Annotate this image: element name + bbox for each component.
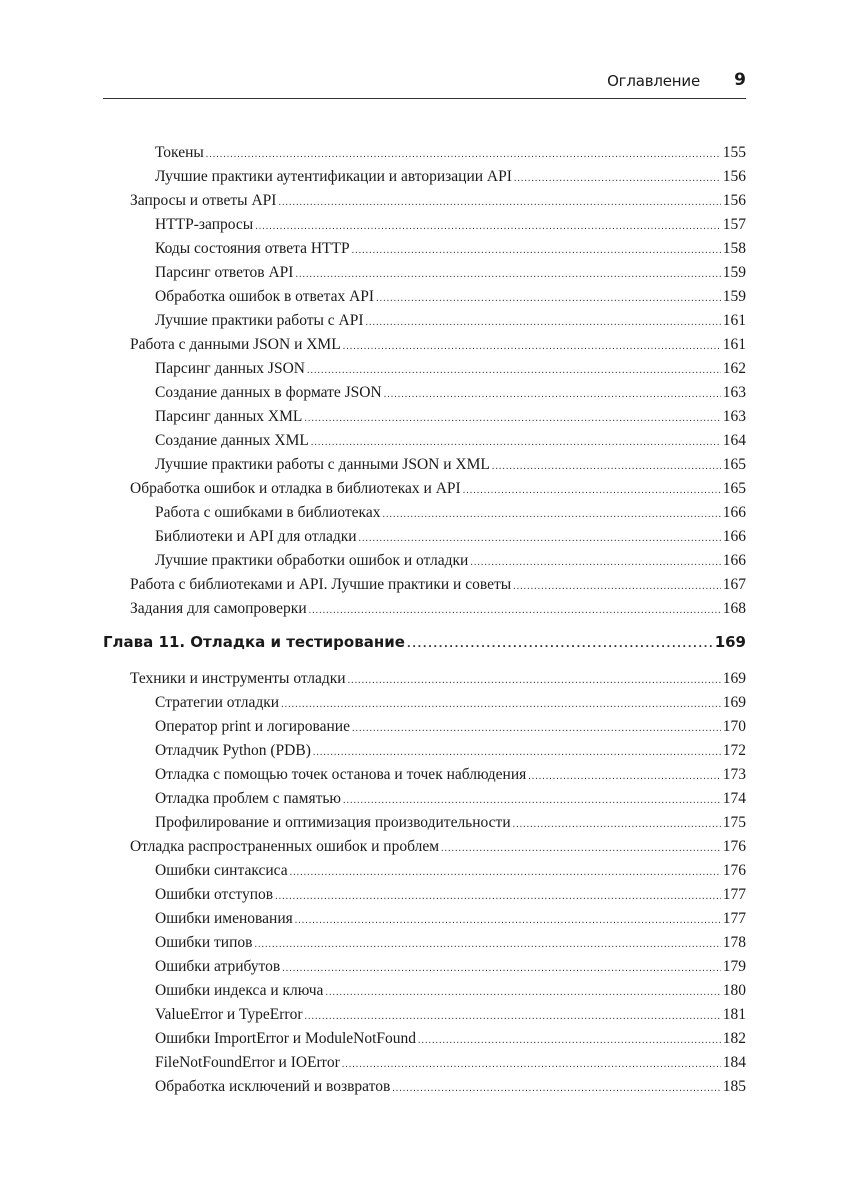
dot-leader xyxy=(309,600,721,622)
toc-entry xyxy=(155,550,746,572)
toc-entry-title: Ошибки именования xyxy=(155,910,293,927)
toc-entry-page: 179 xyxy=(722,958,746,975)
toc-entry-title: Профилирование и оптимизация производительности xyxy=(155,814,511,831)
toc-entry xyxy=(155,238,746,260)
dot-leader xyxy=(295,910,721,932)
toc-entry-title: Ошибки типов xyxy=(155,934,253,951)
toc-entry-page: 165 xyxy=(722,480,746,497)
toc-entry xyxy=(155,956,746,978)
dot-leader xyxy=(513,576,721,598)
dot-leader xyxy=(295,264,720,286)
header-title: Оглавление xyxy=(607,72,700,90)
dot-leader xyxy=(343,790,721,812)
toc-entry-title: HTTP-запросы xyxy=(155,216,254,233)
dot-leader xyxy=(255,216,721,238)
toc-entry-page: 157 xyxy=(722,216,746,233)
toc-entry xyxy=(130,334,746,356)
toc-entry-page: 180 xyxy=(722,982,746,999)
dot-leader xyxy=(278,192,720,214)
header-page-number: 9 xyxy=(734,70,746,90)
toc-entry-page: 173 xyxy=(722,766,746,783)
toc-entry-title: Коды состояния ответа HTTP xyxy=(155,240,350,257)
toc-entry xyxy=(155,406,746,428)
toc-entry-title: Отладчик Python (PDB) xyxy=(155,742,311,759)
toc-entry-title: Ошибки индекса и ключа xyxy=(155,982,324,999)
dot-leader xyxy=(313,742,721,764)
toc-entry-title: Ошибки ImportError и ModuleNotFound xyxy=(155,1030,417,1047)
toc-entry-page: 166 xyxy=(722,504,746,521)
toc-entry-title: Запросы и ответы API xyxy=(130,192,277,209)
toc-entry-title: Токены xyxy=(155,144,204,161)
toc-entry-title: Лучшие практики работы с данными JSON и XML xyxy=(155,456,490,473)
toc-entry-title: Задания для самопроверки xyxy=(130,600,307,617)
dot-leader xyxy=(282,958,721,980)
toc-entry-page: 172 xyxy=(722,742,746,759)
toc-entry-title: Работа с библиотеками и API. Лучшие практики и советы xyxy=(130,576,512,593)
toc-entry xyxy=(155,980,746,1002)
dot-leader xyxy=(528,766,720,788)
toc-entry xyxy=(130,574,746,596)
toc-entry-title: ValueError и TypeError xyxy=(155,1006,303,1023)
toc-entry-title: Глава 11. Отладка и тестирование xyxy=(103,633,405,651)
toc-entry-page: 162 xyxy=(722,360,746,377)
toc-entry-page: 159 xyxy=(722,288,746,305)
toc-entry-title: FileNotFoundError и IOError xyxy=(155,1054,340,1071)
toc-entry xyxy=(155,382,746,404)
toc-entry-page: 175 xyxy=(722,814,746,831)
toc-entry-page: 176 xyxy=(722,838,746,855)
toc-chapter-entry xyxy=(103,631,746,653)
toc-entry xyxy=(155,1076,746,1098)
toc-entry-page: 174 xyxy=(722,790,746,807)
dot-leader xyxy=(290,862,721,884)
toc-entry-title: Работа с ошибками в библиотеках xyxy=(155,504,381,521)
dot-leader xyxy=(376,288,721,310)
toc-entry-page: 169 xyxy=(714,633,746,651)
toc-entry xyxy=(130,668,746,690)
toc-entry xyxy=(155,214,746,236)
dot-leader xyxy=(281,694,721,716)
toc-entry-page: 155 xyxy=(722,144,746,161)
dot-leader xyxy=(206,144,721,166)
toc-entry-page: 164 xyxy=(722,432,746,449)
dot-leader xyxy=(348,670,721,692)
dot-leader xyxy=(352,718,721,740)
toc-entry-page: 161 xyxy=(722,336,746,353)
toc-entry-page: 168 xyxy=(722,600,746,617)
toc-entry xyxy=(155,430,746,452)
toc-entry-title: Ошибки синтаксиса xyxy=(155,862,288,879)
dot-leader xyxy=(418,1030,721,1052)
toc-entry xyxy=(130,598,746,620)
toc-entry-page: 185 xyxy=(722,1078,746,1095)
toc-entry xyxy=(155,692,746,714)
dot-leader xyxy=(470,552,720,574)
dot-leader xyxy=(382,504,720,526)
toc-entry xyxy=(130,836,746,858)
toc-entry xyxy=(130,190,746,212)
toc-entry-title: Ошибки атрибутов xyxy=(155,958,281,975)
dot-leader xyxy=(304,408,720,430)
toc-entry xyxy=(155,860,746,882)
toc-entry xyxy=(155,908,746,930)
dot-leader xyxy=(392,1078,720,1100)
dot-leader xyxy=(359,528,721,550)
toc-entry-page: 176 xyxy=(722,862,746,879)
toc-entry-title: Парсинг ответов API xyxy=(155,264,294,281)
toc-entry-page: 170 xyxy=(722,718,746,735)
dot-leader xyxy=(513,814,721,836)
toc-entry xyxy=(155,884,746,906)
toc-entry-page: 165 xyxy=(722,456,746,473)
toc-entry-page: 156 xyxy=(722,168,746,185)
dot-leader xyxy=(307,360,721,382)
toc-entry-title: Стратегии отладки xyxy=(155,694,280,711)
toc-entry-title: Создание данных XML xyxy=(155,432,309,449)
toc-entry-page: 169 xyxy=(722,694,746,711)
toc-entry-title: Библиотеки и API для отладки xyxy=(155,528,357,545)
toc-entry xyxy=(155,310,746,332)
dot-leader xyxy=(275,886,721,908)
toc-entry-title: Техники и инструменты отладки xyxy=(130,670,346,687)
toc-entry-title: Отладка распространенных ошибок и проблем xyxy=(130,838,440,855)
toc-entry-title: Создание данных в формате JSON xyxy=(155,384,382,401)
toc-entry-page: 166 xyxy=(722,528,746,545)
toc-entry-page: 163 xyxy=(722,384,746,401)
toc-entry xyxy=(155,262,746,284)
dot-leader xyxy=(352,240,721,262)
toc-entry xyxy=(155,166,746,188)
toc-entry-title: Обработка исключений и возвратов xyxy=(155,1078,391,1095)
toc-entry xyxy=(155,142,746,164)
toc-entry xyxy=(155,716,746,738)
toc-entry-title: Лучшие практики работы с API xyxy=(155,312,364,329)
toc-entry-title: Лучшие практики обработки ошибок и отладки xyxy=(155,552,469,569)
toc-entry-page: 158 xyxy=(722,240,746,257)
toc-entry xyxy=(155,1052,746,1074)
toc-entry-title: Отладка с помощью точек останова и точек наблюдения xyxy=(155,766,527,783)
dot-leader xyxy=(441,838,721,860)
toc-entry xyxy=(155,1004,746,1026)
dot-leader xyxy=(384,384,721,406)
toc-entry xyxy=(155,502,746,524)
toc-entry-title: Ошибки отступов xyxy=(155,886,274,903)
toc-entry-title: Отладка проблем с памятью xyxy=(155,790,342,807)
toc-entry-title: Парсинг данных XML xyxy=(155,408,303,425)
dot-leader xyxy=(463,480,721,502)
dot-leader xyxy=(343,336,721,358)
toc-entry xyxy=(155,1028,746,1050)
dot-leader xyxy=(492,456,721,478)
toc-entry-page: 161 xyxy=(722,312,746,329)
toc-entry-title: Парсинг данных JSON xyxy=(155,360,305,377)
dot-leader xyxy=(325,982,720,1004)
toc-entry xyxy=(155,454,746,476)
toc-entry-title: Обработка ошибок в ответах API xyxy=(155,288,375,305)
dot-leader xyxy=(407,634,713,656)
toc-entry-title: Лучшие практики аутентификации и авторизации API xyxy=(155,168,512,185)
toc-entry xyxy=(155,286,746,308)
dot-leader xyxy=(366,312,721,334)
toc-entry-page: 166 xyxy=(722,552,746,569)
toc-entry xyxy=(155,526,746,548)
dot-leader xyxy=(311,432,721,454)
toc-entry-page: 163 xyxy=(722,408,746,425)
toc-entry xyxy=(155,788,746,810)
toc-entry-title: Обработка ошибок и отладка в библиотеках и API xyxy=(130,480,461,497)
dot-leader xyxy=(305,1006,721,1028)
toc-entry xyxy=(155,358,746,380)
toc-entry-page: 156 xyxy=(722,192,746,209)
toc-entry xyxy=(155,932,746,954)
toc-entry-page: 178 xyxy=(722,934,746,951)
toc-entry-page: 177 xyxy=(722,910,746,927)
toc-entry-title: Оператор print и логирование xyxy=(155,718,350,735)
running-header xyxy=(103,70,746,99)
toc-entry xyxy=(130,478,746,500)
toc-entry-title: Работа с данными JSON и XML xyxy=(130,336,341,353)
toc-entry-page: 169 xyxy=(722,670,746,687)
toc-entry-page: 182 xyxy=(722,1030,746,1047)
toc-entry-page: 159 xyxy=(722,264,746,281)
toc-entry xyxy=(155,740,746,762)
toc-entry-page: 184 xyxy=(722,1054,746,1071)
toc-entry xyxy=(155,812,746,834)
toc-entry xyxy=(155,764,746,786)
dot-leader xyxy=(342,1054,721,1076)
toc-entry-page: 167 xyxy=(722,576,746,593)
dot-leader xyxy=(254,934,720,956)
dot-leader xyxy=(514,168,721,190)
toc-entry-page: 177 xyxy=(722,886,746,903)
toc-entry-page: 181 xyxy=(722,1006,746,1023)
